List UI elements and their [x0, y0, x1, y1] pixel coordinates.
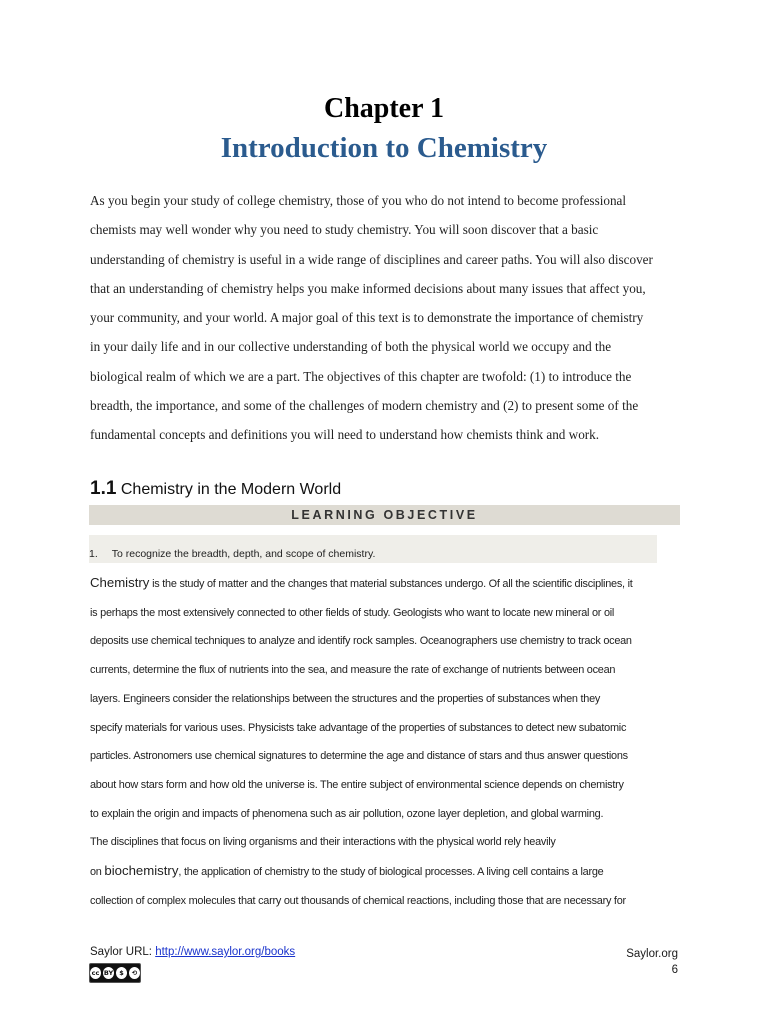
term-chemistry: Chemistry — [90, 575, 150, 590]
intro-paragraph — [90, 186, 680, 450]
intro-line: fundamental concepts and definitions you will need to understand how chemists think and work. — [90, 427, 600, 443]
body-line: deposits use chemical techniques to analyze and identify rock samples. Oceanographers use chemistry to track ocean — [90, 635, 632, 648]
intro-line: that an understanding of chemistry helps you make informed decisions about many issues that affect you, — [90, 280, 646, 296]
body-line-text: , the application of chemistry to the study of biological processes. A living cell contains a large — [178, 866, 604, 879]
section-heading — [90, 478, 341, 500]
objective-index: 1. — [89, 548, 98, 560]
footer-url-label: Saylor URL: — [90, 946, 156, 958]
nc-icon: $ — [116, 967, 127, 979]
body-line: specify materials for various uses. Physicists take advantage of the properties of substances to detect new subatomic — [90, 721, 627, 734]
body-line-text: on — [90, 866, 105, 879]
body-line: currents, determine the flux of nutrients into the sea, and measure the rate of exchange of nutrients between ocean — [90, 664, 616, 677]
saylor-books-link[interactable]: http://www.saylor.org/books — [155, 946, 296, 958]
footer-source — [90, 946, 295, 958]
intro-line: in your daily life and in our collective understanding of both the physical world we occupy and the — [90, 339, 612, 355]
footer-page-info — [626, 946, 678, 978]
body-line: particles. Astronomers use chemical signatures to determine the age and distance of stars and thus answer questions — [90, 750, 628, 763]
term-biochemistry: biochemistry — [104, 863, 179, 879]
section-number: 1.1 — [90, 478, 117, 499]
chapter-title: Introduction to Chemistry — [220, 132, 548, 164]
sa-icon: ⟲ — [129, 967, 140, 979]
section-title: Chemistry in the Modern World — [120, 481, 342, 498]
cc-by-nc-sa-icon[interactable] — [89, 963, 141, 983]
body-line-text: is the study of matter and the changes that material substances undergo. Of all the scientific disciplines, it — [149, 578, 633, 590]
chapter-number: Chapter 1 — [323, 93, 445, 124]
body-line: about how stars form and how old the universe is. The entire subject of environmental science depends on chemistry — [90, 778, 624, 791]
cc-icon: cc — [91, 969, 100, 977]
learning-objective-header: LEARNING OBJECTIVE — [89, 505, 680, 525]
intro-line: breadth, the importance, and some of the challenges of modern chemistry and (2) to present some of the — [90, 398, 639, 414]
body-line — [90, 857, 682, 887]
body-line: collection of complex molecules that carry out thousands of chemical reactions, including those that are necessary for — [90, 894, 626, 907]
intro-line: understanding of chemistry is useful in a wide range of disciplines and career paths. You will also discover — [90, 251, 653, 267]
objective-text: To recognize the breadth, depth, and scope of chemistry. — [111, 548, 376, 560]
intro-line: As you begin your study of college chemistry, those of you who do not intend to become professional — [90, 193, 627, 208]
body-line: layers. Engineers consider the relationships between the structures and the properties of substances when they — [90, 692, 601, 705]
learning-objective-item — [89, 535, 657, 563]
body-paragraph — [90, 569, 682, 915]
intro-line: chemists may well wonder why you need to study chemistry. You will soon discover that a basic — [90, 222, 599, 238]
footer-site: Saylor.org — [626, 948, 678, 960]
body-line: The disciplines that focus on living organisms and their interactions with the physical world rely heavily — [90, 836, 556, 849]
body-line: is perhaps the most extensively connected to other fields of study. Geologists who want to locate new mineral or oil — [90, 606, 615, 619]
intro-line: your community, and your world. A major goal of this text is to demonstrate the importance of chemistry — [90, 310, 644, 326]
intro-line: biological realm of which we are a part. The objectives of this chapter are twofold: (1) to introduce the — [90, 368, 632, 384]
by-icon: BY — [103, 969, 114, 977]
body-line — [90, 569, 682, 599]
page-number: 6 — [671, 964, 678, 976]
body-line: to explain the origin and impacts of phenomena such as air pollution, ozone layer depletion, and global warming. — [90, 807, 604, 820]
